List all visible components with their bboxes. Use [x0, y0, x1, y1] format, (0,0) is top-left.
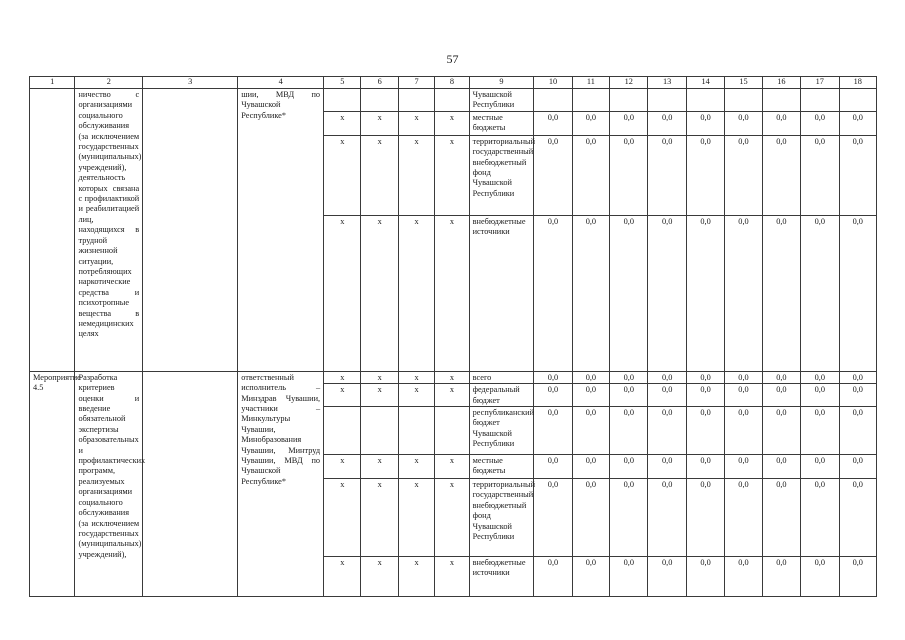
value-cell: 0,0 — [572, 215, 609, 371]
value-cell — [686, 89, 724, 112]
value-cell: 0,0 — [610, 557, 648, 597]
code-mark-cell: x — [398, 371, 434, 383]
code-mark-cell: x — [324, 371, 361, 383]
column-number: 3 — [143, 77, 238, 89]
column-number: 5 — [324, 77, 361, 89]
value-cell: 0,0 — [648, 371, 686, 383]
value-cell: 0,0 — [725, 135, 762, 215]
code-mark-cell: x — [398, 479, 434, 557]
value-cell: 0,0 — [534, 455, 572, 479]
empty-cell — [143, 89, 238, 372]
value-cell: 0,0 — [686, 479, 724, 557]
value-cell: 0,0 — [572, 371, 609, 383]
value-cell: 0,0 — [839, 215, 877, 371]
event-number-cell — [30, 89, 75, 372]
value-cell: 0,0 — [801, 455, 839, 479]
code-mark-cell: x — [361, 384, 398, 407]
value-cell: 0,0 — [762, 407, 800, 455]
value-cell: 0,0 — [839, 135, 877, 215]
value-cell: 0,0 — [610, 371, 648, 383]
event-name-cell: Разработка критериев оценки и введение обязательной экспертизы образовательных и профилактических программ, реализуемых организациями социального обслуживания (за исключением государственных (муниципальных) учреждений), — [75, 371, 143, 596]
value-cell: 0,0 — [686, 557, 724, 597]
code-mark-cell: x — [324, 557, 361, 597]
value-cell: 0,0 — [534, 215, 572, 371]
column-number: 17 — [801, 77, 839, 89]
value-cell: 0,0 — [686, 371, 724, 383]
funding-source-cell: федеральный бюджет — [469, 384, 534, 407]
code-mark-cell: x — [361, 215, 398, 371]
code-mark-cell: x — [398, 557, 434, 597]
value-cell: 0,0 — [648, 384, 686, 407]
value-cell: 0,0 — [534, 371, 572, 383]
executor-cell: шии, МВД по Чувашской Республике* — [238, 89, 324, 372]
column-number: 10 — [534, 77, 572, 89]
column-number: 6 — [361, 77, 398, 89]
funding-source-cell: внебюджетные источники — [469, 215, 534, 371]
funding-source-cell: территориальный государственный внебюджетный фонд Чувашской Республики — [469, 135, 534, 215]
code-mark-cell — [361, 407, 398, 455]
column-number: 15 — [725, 77, 762, 89]
value-cell: 0,0 — [725, 479, 762, 557]
value-cell: 0,0 — [648, 215, 686, 371]
code-mark-cell — [398, 89, 434, 112]
value-cell — [762, 89, 800, 112]
column-number: 7 — [398, 77, 434, 89]
value-cell: 0,0 — [648, 479, 686, 557]
value-cell: 0,0 — [610, 479, 648, 557]
value-cell: 0,0 — [610, 135, 648, 215]
value-cell: 0,0 — [534, 111, 572, 135]
value-cell: 0,0 — [610, 111, 648, 135]
code-mark-cell: x — [361, 557, 398, 597]
value-cell: 0,0 — [801, 215, 839, 371]
code-mark-cell: x — [435, 135, 469, 215]
value-cell: 0,0 — [762, 557, 800, 597]
table-row — [30, 371, 877, 383]
code-mark-cell: x — [361, 371, 398, 383]
code-mark-cell: x — [398, 215, 434, 371]
value-cell: 0,0 — [725, 407, 762, 455]
header-row — [30, 77, 877, 89]
value-cell: 0,0 — [686, 407, 724, 455]
value-cell: 0,0 — [839, 479, 877, 557]
value-cell — [648, 89, 686, 112]
budget-table — [29, 76, 877, 597]
code-mark-cell — [324, 89, 361, 112]
value-cell: 0,0 — [686, 384, 724, 407]
value-cell: 0,0 — [762, 479, 800, 557]
value-cell: 0,0 — [725, 384, 762, 407]
value-cell: 0,0 — [801, 479, 839, 557]
code-mark-cell — [435, 407, 469, 455]
value-cell: 0,0 — [534, 135, 572, 215]
value-cell: 0,0 — [801, 111, 839, 135]
value-cell — [725, 89, 762, 112]
value-cell: 0,0 — [762, 215, 800, 371]
funding-source-cell: Чувашской Республики — [469, 89, 534, 112]
value-cell: 0,0 — [801, 135, 839, 215]
code-mark-cell: x — [324, 215, 361, 371]
value-cell: 0,0 — [762, 384, 800, 407]
value-cell: 0,0 — [534, 479, 572, 557]
value-cell — [610, 89, 648, 112]
value-cell: 0,0 — [725, 111, 762, 135]
value-cell: 0,0 — [725, 371, 762, 383]
value-cell: 0,0 — [610, 407, 648, 455]
value-cell — [801, 89, 839, 112]
value-cell: 0,0 — [648, 455, 686, 479]
value-cell: 0,0 — [648, 111, 686, 135]
value-cell: 0,0 — [762, 135, 800, 215]
value-cell: 0,0 — [839, 384, 877, 407]
value-cell: 0,0 — [610, 455, 648, 479]
funding-source-cell: республиканский бюджет Чувашской Республики — [469, 407, 534, 455]
value-cell: 0,0 — [686, 215, 724, 371]
value-cell: 0,0 — [572, 135, 609, 215]
column-number: 18 — [839, 77, 877, 89]
column-number: 12 — [610, 77, 648, 89]
value-cell: 0,0 — [839, 455, 877, 479]
value-cell: 0,0 — [725, 455, 762, 479]
value-cell: 0,0 — [686, 455, 724, 479]
code-mark-cell: x — [361, 111, 398, 135]
value-cell: 0,0 — [801, 371, 839, 383]
code-mark-cell: x — [324, 384, 361, 407]
code-mark-cell: x — [435, 215, 469, 371]
code-mark-cell: x — [398, 455, 434, 479]
code-mark-cell: x — [435, 384, 469, 407]
value-cell: 0,0 — [762, 455, 800, 479]
code-mark-cell: x — [435, 479, 469, 557]
event-number-cell: Мероприятие 4.5 — [30, 371, 75, 596]
code-mark-cell: x — [398, 111, 434, 135]
value-cell: 0,0 — [534, 384, 572, 407]
value-cell — [839, 89, 877, 112]
value-cell: 0,0 — [725, 557, 762, 597]
code-mark-cell: x — [324, 479, 361, 557]
column-number: 2 — [75, 77, 143, 89]
column-number: 9 — [469, 77, 534, 89]
funding-source-cell: всего — [469, 371, 534, 383]
value-cell: 0,0 — [572, 384, 609, 407]
value-cell — [534, 89, 572, 112]
code-mark-cell: x — [398, 384, 434, 407]
code-mark-cell: x — [435, 557, 469, 597]
executor-cell: ответственный исполнитель – Минздрав Чувашии, участники – Минкультуры Чувашии, Минобразования Чувашии, Минтруд Чувашии, МВД по Чувашской Республике* — [238, 371, 324, 596]
funding-source-cell: местные бюджеты — [469, 455, 534, 479]
code-mark-cell — [435, 89, 469, 112]
code-mark-cell: x — [361, 135, 398, 215]
column-number: 8 — [435, 77, 469, 89]
value-cell: 0,0 — [686, 111, 724, 135]
funding-source-cell: местные бюджеты — [469, 111, 534, 135]
column-number: 13 — [648, 77, 686, 89]
value-cell: 0,0 — [762, 371, 800, 383]
value-cell: 0,0 — [839, 371, 877, 383]
code-mark-cell: x — [361, 455, 398, 479]
code-mark-cell — [361, 89, 398, 112]
page-number: 57 — [446, 52, 459, 66]
column-number: 14 — [686, 77, 724, 89]
funding-source-cell: территориальный государственный внебюджетный фонд Чувашской Республики — [469, 479, 534, 557]
value-cell: 0,0 — [534, 557, 572, 597]
value-cell: 0,0 — [534, 407, 572, 455]
value-cell — [572, 89, 609, 112]
empty-cell — [143, 371, 238, 596]
value-cell: 0,0 — [801, 407, 839, 455]
code-mark-cell: x — [435, 371, 469, 383]
code-mark-cell: x — [324, 455, 361, 479]
value-cell: 0,0 — [572, 455, 609, 479]
event-name-cell: ничество с организациями социального обслуживания (за исключением государственных (муниципальных) учреждений), деятельность которых связана с профилактикой и реабилитацией лиц, находящихся в трудной жизненной ситуации, потребляющих наркотические средства и психотропные вещества в немедицинских целях — [75, 89, 143, 372]
table-row — [30, 89, 877, 112]
value-cell: 0,0 — [572, 111, 609, 135]
value-cell: 0,0 — [839, 407, 877, 455]
column-number: 11 — [572, 77, 609, 89]
value-cell: 0,0 — [572, 479, 609, 557]
value-cell: 0,0 — [839, 557, 877, 597]
code-mark-cell: x — [435, 111, 469, 135]
code-mark-cell — [398, 407, 434, 455]
value-cell: 0,0 — [610, 215, 648, 371]
code-mark-cell: x — [324, 111, 361, 135]
code-mark-cell: x — [398, 135, 434, 215]
funding-source-cell: внебюджетные источники — [469, 557, 534, 597]
code-mark-cell — [324, 407, 361, 455]
table-body — [30, 77, 877, 597]
column-number: 16 — [762, 77, 800, 89]
value-cell: 0,0 — [801, 384, 839, 407]
value-cell: 0,0 — [572, 407, 609, 455]
value-cell: 0,0 — [762, 111, 800, 135]
column-number: 1 — [30, 77, 75, 89]
value-cell: 0,0 — [839, 111, 877, 135]
code-mark-cell: x — [435, 455, 469, 479]
column-number: 4 — [238, 77, 324, 89]
value-cell: 0,0 — [572, 557, 609, 597]
value-cell: 0,0 — [648, 407, 686, 455]
code-mark-cell: x — [324, 135, 361, 215]
value-cell: 0,0 — [648, 557, 686, 597]
value-cell: 0,0 — [610, 384, 648, 407]
code-mark-cell: x — [361, 479, 398, 557]
value-cell: 0,0 — [725, 215, 762, 371]
value-cell: 0,0 — [648, 135, 686, 215]
value-cell: 0,0 — [686, 135, 724, 215]
value-cell: 0,0 — [801, 557, 839, 597]
